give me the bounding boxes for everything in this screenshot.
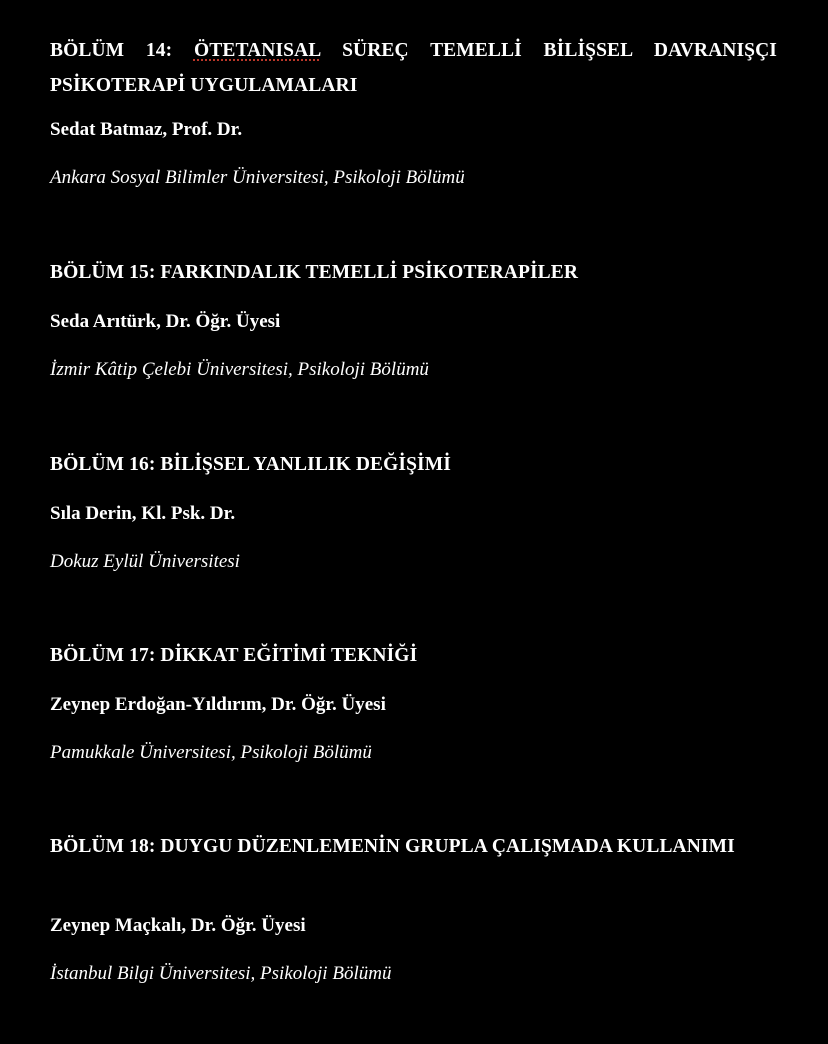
chapter-affiliation: İstanbul Bilgi Üniversitesi, Psikoloji Bölümü [50,963,392,984]
chapter-affiliation: Dokuz Eylül Üniversitesi [50,551,240,572]
chapter-author: Zeynep Erdoğan-Yıldırım, Dr. Öğr. Üyesi [50,694,386,715]
chapter-title [50,33,777,103]
chapter-title-prefix: BÖLÜM 14: [50,40,173,61]
spellcheck-flagged-word[interactable]: ÖTETANISAL [193,40,321,61]
chapter-title-rest: SÜREÇ TEMELLİ BİLİŞSEL DAVRANIŞÇI PSİKOTERAPİ UYGULAMALARI [50,40,777,96]
chapter-title: BÖLÜM 16: BİLİŞSEL YANLILIK DEĞİŞİMİ [50,454,451,475]
chapter-author: Seda Arıtürk, Dr. Öğr. Üyesi [50,311,281,332]
chapter-affiliation: İzmir Kâtip Çelebi Üniversitesi, Psikoloji Bölümü [50,359,429,380]
chapter-author: Sıla Derin, Kl. Psk. Dr. [50,503,236,524]
chapter-title: BÖLÜM 18: DUYGU DÜZENLEMENİN GRUPLA ÇALIŞMADA KULLANIMI [50,836,735,857]
chapter-title: BÖLÜM 15: FARKINDALIK TEMELLİ PSİKOTERAPİLER [50,262,579,283]
chapter-affiliation: Ankara Sosyal Bilimler Üniversitesi, Psikoloji Bölümü [50,167,465,188]
chapter-author: Zeynep Maçkalı, Dr. Öğr. Üyesi [50,915,306,936]
chapter-author: Sedat Batmaz, Prof. Dr. [50,119,243,140]
chapter-affiliation: Pamukkale Üniversitesi, Psikoloji Bölümü [50,742,372,763]
chapter-title: BÖLÜM 17: DİKKAT EĞİTİMİ TEKNİĞİ [50,645,418,666]
